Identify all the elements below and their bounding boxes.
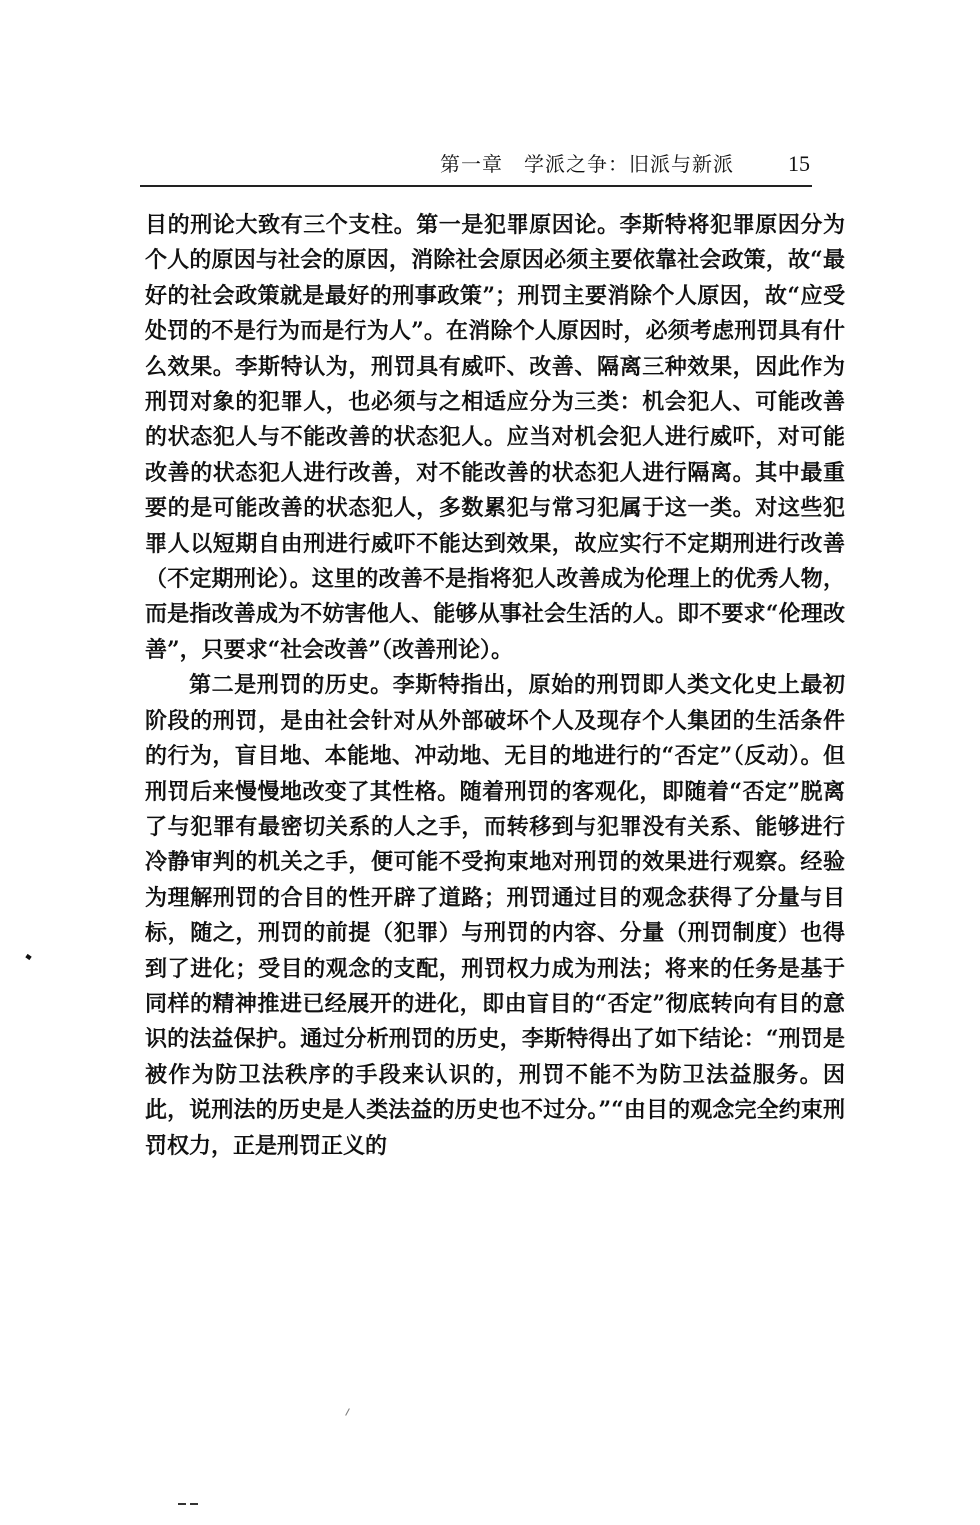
paragraph-history-of-punishment: 第二是刑罚的历史。李斯特指出，原始的刑罚即人类文化史上最初阶段的刑罚，是由社会针对从外部破坏个人及现存个人集团的生活条件的行为，盲目地、本能地、冲动地、无目的地进行的“否定”（反动）。但刑罚后来慢慢地改变了其性格。随着刑罚的客观化，即随着“否定”脱离了与犯罪有最密切关系的人之手，而转移到与犯罪没有关系、能够进行冷静审判的机关之手，便可能不受拘束地对刑罚的效果进行观察。经验为理解刑罚的合目的性开辟了道路；刑罚通过目的观念获得了分量与目标，随之，刑罚的前提（犯罪）与刑罚的内容、分量（刑罚制度）也得到了进化；受目的观念的支配，刑罚权力成为刑法；将来的任务是基于同样的精神推进已经展开的进化，即由盲目的“否定”彻底转向有目的意识的法益保护。通过分析刑罚的历史，李斯特得出了如下结论：“刑罚是被作为防卫法秩序的手段来认识的，刑罚不能不为防卫法益服务。因此，说刑法的历史是人类法益的历史也不过分。”“由目的观念完全约束刑罚权力，正是刑罚正义的 [145, 672, 845, 1159]
page-number: 15 [788, 151, 810, 176]
scan-dash [178, 1503, 200, 1505]
paragraph-purpose-theory: 目的刑论大致有三个支柱。第一是犯罪原因论。李斯特将犯罪原因分为个人的原因与社会的原因，消除社会原因必须主要依靠社会政策，故“最好的社会政策就是最好的刑事政策”；刑罚主要消除个人原因，故“应受处罚的不是行为而是行为人”。在消除个人原因时，必须考虑刑罚具有什么效果。李斯特认为，刑罚具有威吓、改善、隔离三种效果，因此作为刑罚对象的犯罪人，也必须与之相适应分为三类：机会犯人、可能改善的状态犯人与不能改善的状态犯人。应当对机会犯人进行威吓，对可能改善的状态犯人进行改善，对不能改善的状态犯人进行隔离。其中最重要的是可能改善的状态犯人，多数累犯与常习犯属于这一类。对这些犯罪人以短期自由刑进行威吓不能达到效果，故应实行不定期刑进行改善（不定期刑论）。这里的改善不是指将犯人改善成为伦理上的优秀人物，而是指改善成为不妨害他人、能够从事社会生活的人。即不要求“伦理改善”，只要求“社会改善”（改善刑论）。 [145, 212, 845, 663]
scan-mark [345, 1408, 350, 1416]
running-head: 第一章 学派之争：旧派与新派 [440, 152, 734, 176]
header-rule [140, 185, 812, 187]
scan-speck [25, 954, 31, 960]
body-text [145, 208, 845, 1164]
